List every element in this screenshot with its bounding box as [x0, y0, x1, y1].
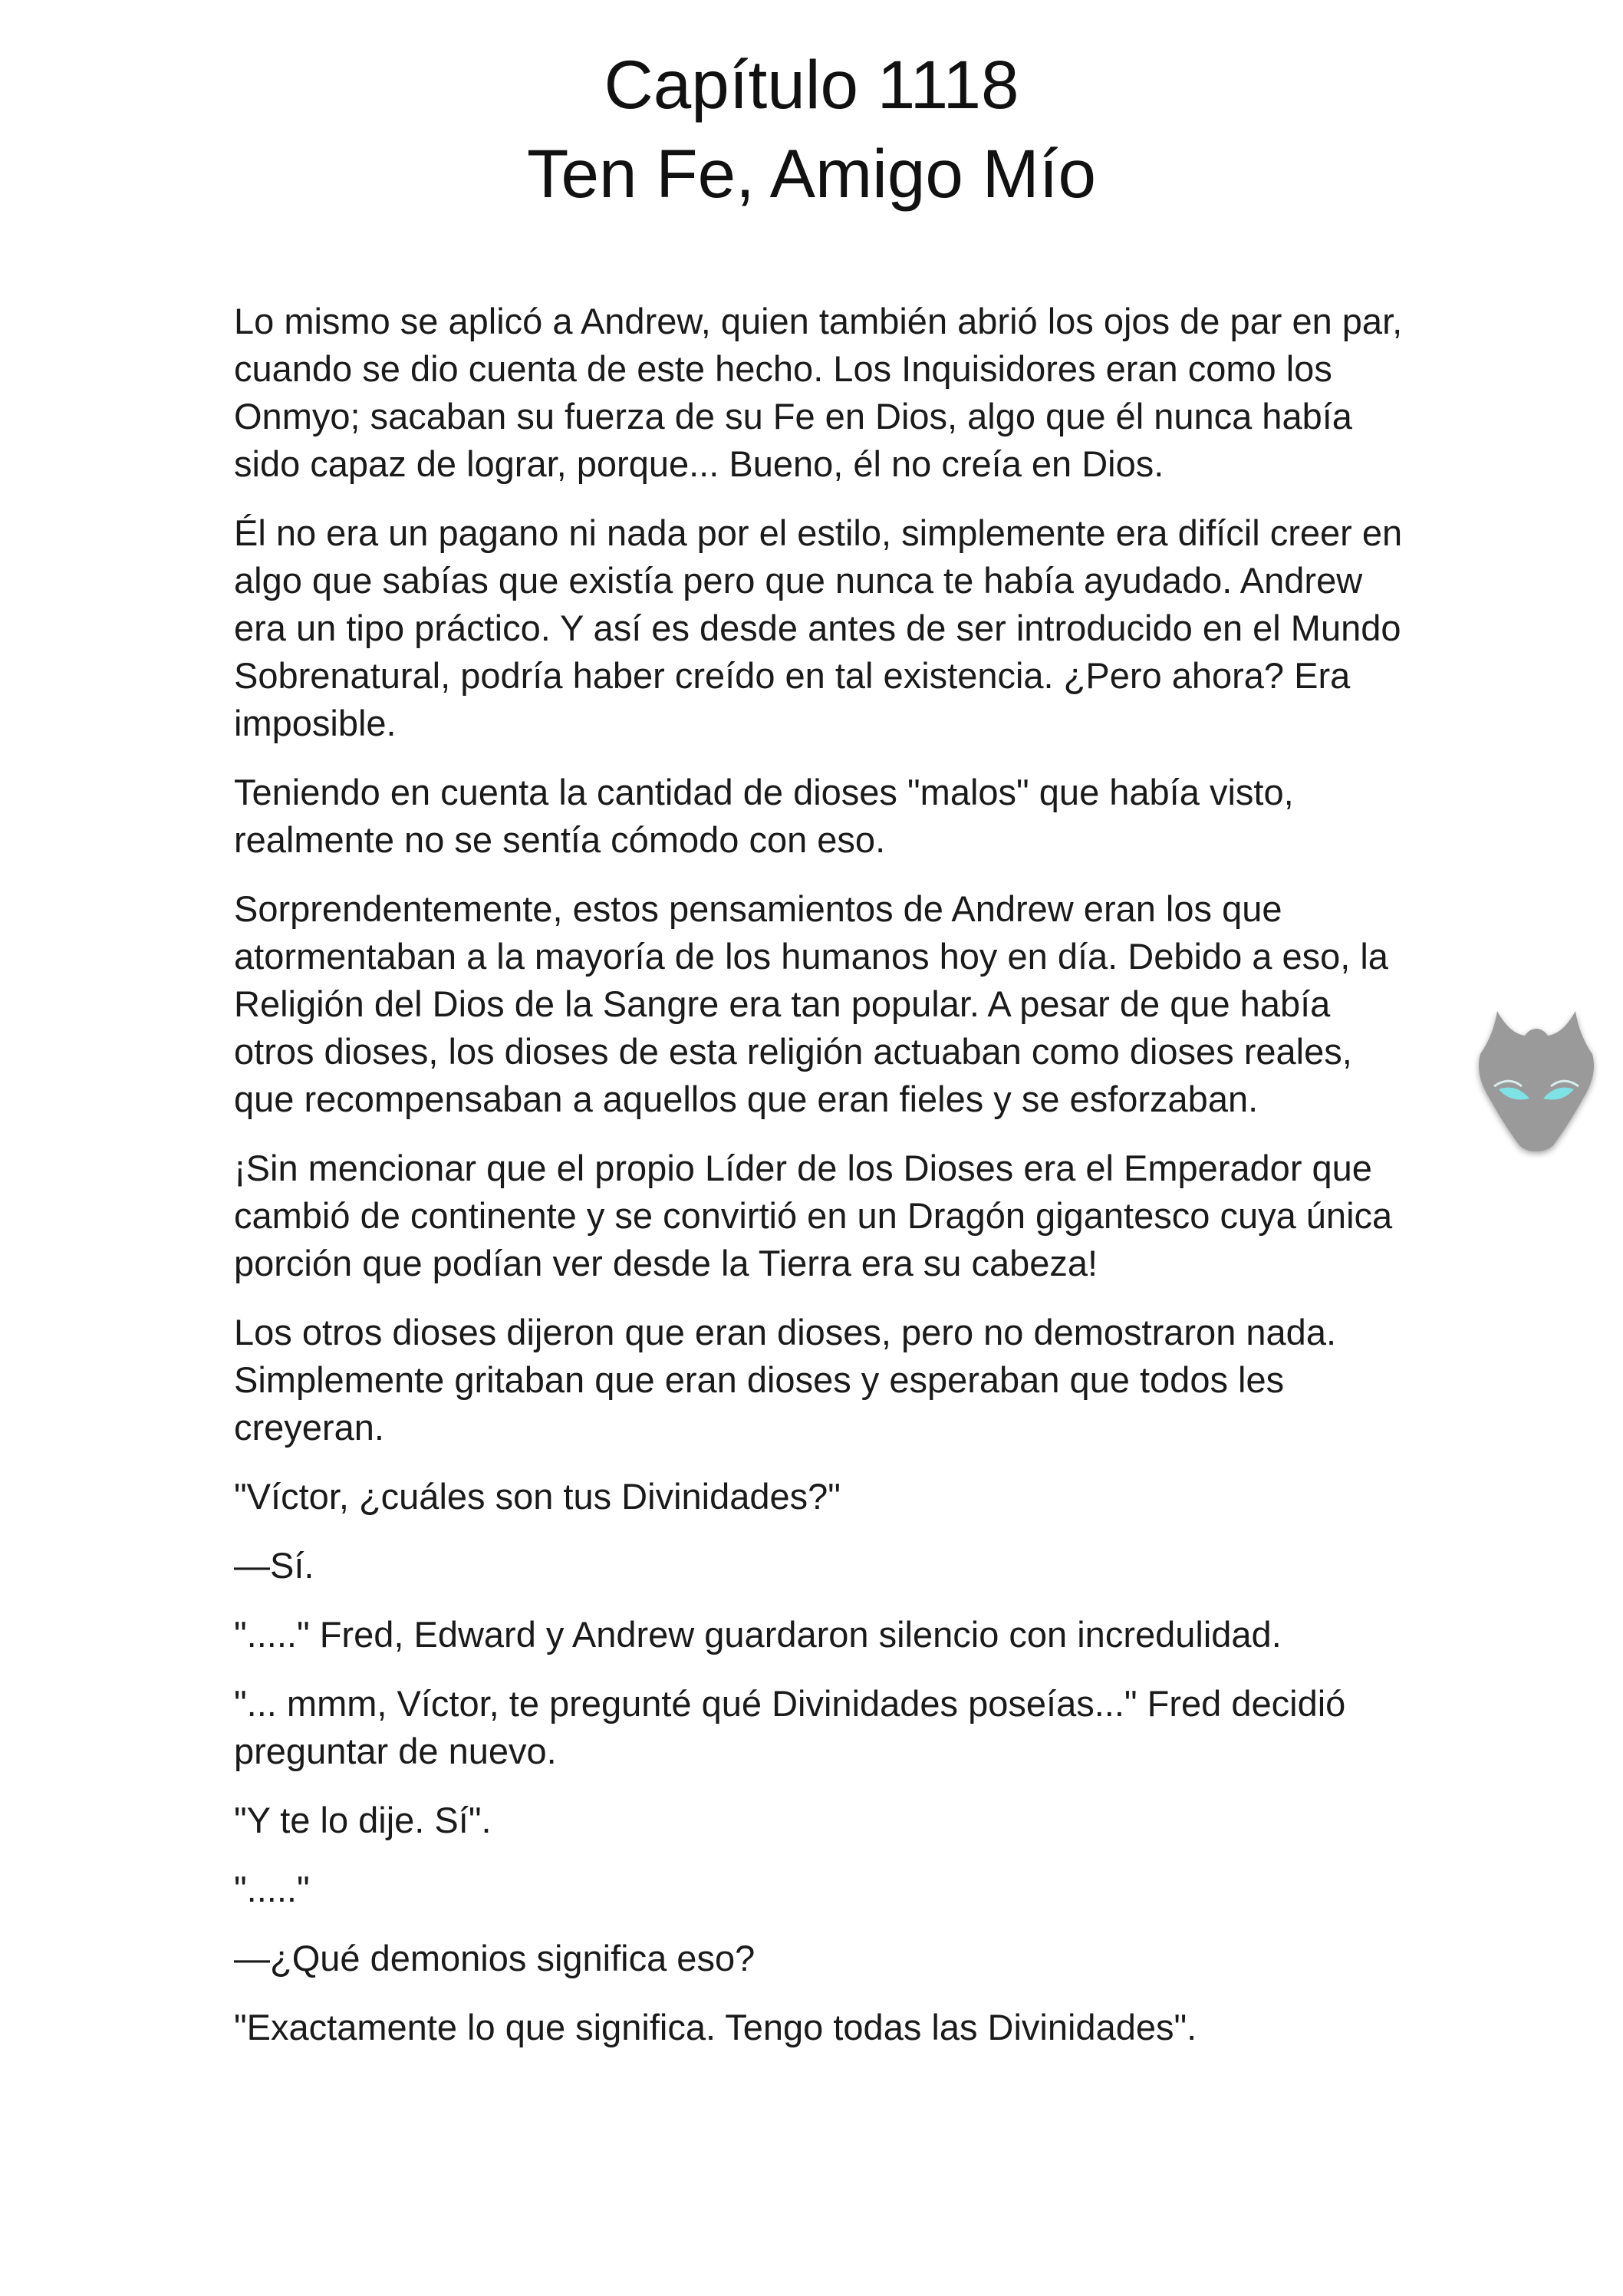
paragraph: Los otros dioses dijeron que eran dioses, pero no demostraron nada. Simplemente gritaban que eran dioses y esperaban que todos les creyeran. [234, 1312, 1337, 1448]
chapter-title: Ten Fe, Amigo Mío [527, 135, 1096, 212]
paragraph: Él no era un pagano ni nada por el estilo, simplemente era difícil creer en algo que sabías que existía pero que nunca te había ayudado. Andrew era un tipo práctico. Y así es desde antes de ser introducido en el Mundo Sobrenatural, podría haber creído en tal existencia. ¿Pero ahora? Era imposible. [234, 512, 1403, 743]
paragraph: "Víctor, ¿cuáles son tus Divinidades?" [234, 1476, 841, 1517]
paragraph: ¡Sin mencionar que el propio Líder de los Dioses era el Emperador que cambió de continente y se convirtió en un Dragón gigantesco cuya única porción que podían ver desde la Tierra era su cabeza! [234, 1148, 1393, 1283]
chapter-number: Capítulo 1118 [604, 46, 1019, 123]
paragraph: "Exactamente lo que significa. Tengo todas las Divinidades". [234, 2007, 1197, 2047]
paragraph: Teniendo en cuenta la cantidad de dioses "malos" que había visto, realmente no se sentía cómodo con eso. [234, 772, 1294, 860]
chapter-heading [0, 40, 1623, 218]
paragraph: —¿Qué demonios significa eso? [234, 1938, 756, 1978]
paragraph: —Sí. [234, 1545, 314, 1586]
paragraph: "....." [234, 1869, 310, 1909]
paragraph: "Y te lo dije. Sí". [234, 1800, 492, 1840]
paragraph: Sorprendentemente, estos pensamientos de Andrew eran los que atormentaban a la mayoría de los humanos hoy en día. Debido a eso, la Religión del Dios de la Sangre era tan popular. A pesar de que había otros dioses, los dioses de esta religión actuaban como dioses reales, que recompensaban a aquellos que eran fieles y se esforzaban. [234, 888, 1388, 1119]
paragraph: "... mmm, Víctor, te pregunté qué Divinidades poseías..." Fred decidió preguntar de nuevo. [234, 1683, 1346, 1771]
demon-head-logo-icon [1471, 997, 1602, 1162]
paragraph: "....." Fred, Edward y Andrew guardaron silencio con incredulidad. [234, 1614, 1282, 1655]
chapter-body [234, 298, 1407, 2073]
paragraph: Lo mismo se aplicó a Andrew, quien también abrió los ojos de par en par, cuando se dio cuenta de este hecho. Los Inquisidores eran como los Onmyo; sacaban su fuerza de su Fe en Dios, algo que él nunca había sido capaz de lograr, porque... Bueno, él no creía en Dios. [234, 301, 1403, 484]
